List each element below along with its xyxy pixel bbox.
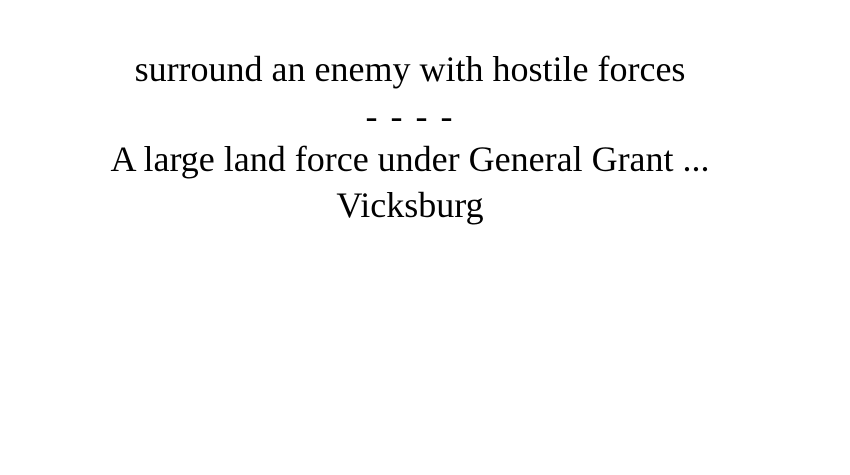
card-answer-line-2: Vicksburg xyxy=(336,185,484,225)
card-answer-line-1: A large land force under General Grant ... xyxy=(110,139,710,179)
card-divider: - - - - xyxy=(365,96,455,136)
card-prompt: surround an enemy with hostile forces xyxy=(134,49,686,89)
